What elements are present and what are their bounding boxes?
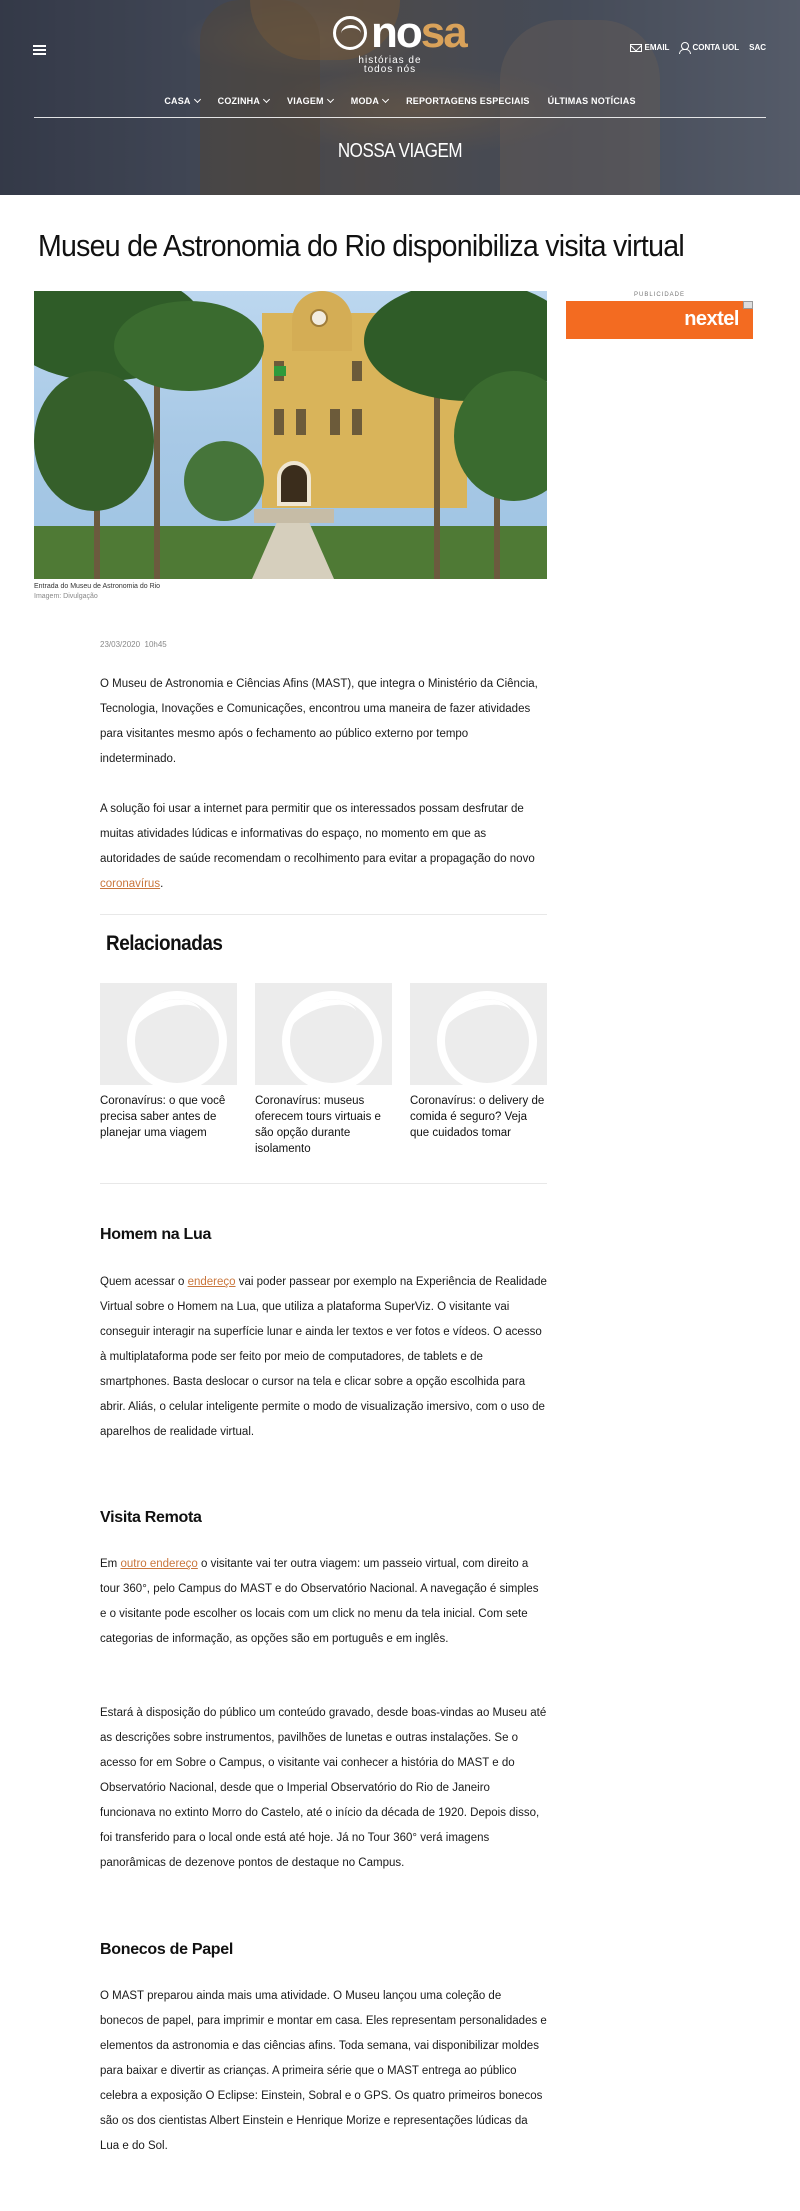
- section-title[interactable]: NOSSA VIAGEM: [337, 140, 463, 162]
- header-hero: [0, 0, 800, 195]
- paragraph: A solução foi usar a internet para permitir que os interessados possam desfrutar de muitas atividades lúdicas e informativas do espaço, no momento em que as autoridades de saúde recomendam o recolhimento para evitar a propagação do novo coronavírus.: [100, 803, 535, 890]
- museum-entrance: [277, 461, 311, 506]
- article-time: 10h45: [144, 640, 167, 649]
- mail-icon: [630, 44, 642, 52]
- coronavirus-link[interactable]: coronavírus: [100, 878, 161, 890]
- related-title: Coronavírus: o delivery de comida é seguro? Veja que cuidados tomar: [410, 1095, 545, 1139]
- related-thumbnail: [100, 983, 237, 1085]
- related-card[interactable]: [100, 983, 237, 1141]
- ad-brand: nextel: [684, 308, 739, 330]
- ad-slot: [566, 292, 753, 339]
- photo-credit: Imagem: Divulgação: [34, 593, 98, 600]
- address-link[interactable]: endereço: [187, 1276, 236, 1288]
- section-heading: Visita Remota: [100, 1509, 202, 1526]
- paragraph: Estará à disposição do público um conteúdo gravado, desde boas-vindas ao Museu até as descrições sobre instrumentos, pavilhões de lunetas e outras instalações. Se o acesso for em Sobre o Campus, o visitante vai conhecer a história do MAST e do Observatório Nacional, desde que o Imperial Observatório do Rio de Janeiro funcionava no extinto Morro do Castelo, até o início da década de 1920. Depois disso, foi transferido para o local onde está até hoje. Já no Tour 360° verá imagens panorâmicas de dezenove pontos de destaque no Campus.: [100, 1707, 547, 1869]
- nav-item-ultimas-noticias[interactable]: ÚLTIMAS NOTÍCIAS: [547, 96, 636, 106]
- chevron-down-icon: [263, 96, 270, 103]
- divider: [100, 914, 547, 915]
- chevron-down-icon: [194, 96, 201, 103]
- logo-ring-icon: [333, 16, 367, 50]
- email-label: EMAIL: [644, 43, 670, 52]
- paragraph: O MAST preparou ainda mais uma atividade. O Museu lançou uma coleção de bonecos de papel, para imprimir e montar em casa. Eles representam personalidades e elementos da astronomia e das ciências afins. Toda semana, vai disponibilizar moldes para baixar e divertir as crianças. A primeira série que o MAST entrega ao público celebra a exposição O Eclipse: Einstein, Sobral e o GPS. Os quatro primeiros bonecos são os dos cientistas Albert Einstein e Henrique Morize e representações lúdicas da Lua e do Sol.: [100, 1990, 547, 2152]
- clock-icon: [310, 309, 328, 327]
- article-headline: Museu de Astronomia do Rio disponibiliza visita virtual: [38, 228, 684, 263]
- article-meta: [100, 640, 167, 649]
- nav-divider: [34, 117, 766, 118]
- menu-icon[interactable]: [33, 45, 46, 55]
- paragraph: Em outro endereço o visitante vai ter outra viagem: um passeio virtual, com direito a tour 360°, pelo Campus do MAST e do Observatório Nacional. A navegação é simples e o visitante pode escolher os locais com um click no menu da tela inicial. Com sete categorias de informação, as opções são em português e em inglês.: [100, 1558, 539, 1645]
- article-date: 23/03/2020: [100, 640, 141, 649]
- related-card[interactable]: [410, 983, 547, 1141]
- logo-tagline: histórias de todos nós: [358, 55, 422, 75]
- nav-item-cozinha[interactable]: COZINHA: [218, 96, 269, 106]
- nav-item-moda[interactable]: MODA: [351, 96, 388, 106]
- header-tools: [620, 42, 766, 53]
- ad-choices-icon[interactable]: [743, 301, 753, 309]
- nav-item-casa[interactable]: CASA: [164, 96, 199, 106]
- email-link[interactable]: [630, 43, 670, 52]
- sac-link[interactable]: [749, 43, 766, 52]
- paragraph: O Museu de Astronomia e Ciências Afins (MAST), que integra o Ministério da Ciência, Tecnologia, Inovações e Comunicações, encontrou uma maneira de fazer atividades para visitantes mesmo após o fechamento ao público externo por tempo indeterminado.: [100, 678, 538, 765]
- related-title: Coronavírus: museus oferecem tours virtuais e são opção durante isolamento: [255, 1095, 381, 1155]
- main-nav: [0, 96, 800, 106]
- nav-item-viagem[interactable]: VIAGEM: [287, 96, 333, 106]
- chevron-down-icon: [327, 96, 334, 103]
- paragraph: Quem acessar o endereço vai poder passear por exemplo na Experiência de Realidade Virtual sobre o Homem na Lua, que utiliza a plataforma SuperViz. O visitante vai conseguir interagir na superfície lunar e ainda ler textos e ver fotos e vídeos. O acesso à multiplataforma pode ser feito por meio de computadores, de tablets e de smartphones. Basta deslocar o cursor na tela e clicar sobre a opção escolhida para abrir. Aliás, o celular inteligente permite o modo de visualização imersivo, com o uso de aparelhos de realidade virtual.: [100, 1276, 547, 1438]
- flag: [274, 366, 286, 376]
- chevron-down-icon: [382, 96, 389, 103]
- other-address-link[interactable]: outro endereço: [120, 1558, 198, 1570]
- account-label: CONTA UOL: [692, 43, 740, 52]
- sac-label: SAC: [749, 43, 766, 52]
- ad-banner[interactable]: [566, 301, 753, 339]
- user-icon: [679, 42, 689, 53]
- logo-word: nosa: [371, 8, 466, 57]
- related-title: Coronavírus: o que você precisa saber antes de planejar uma viagem: [100, 1095, 226, 1139]
- section-heading: Homem na Lua: [100, 1226, 212, 1243]
- section-heading: Bonecos de Papel: [100, 1941, 234, 1958]
- account-link[interactable]: [679, 42, 739, 53]
- photo-caption: Entrada do Museu de Astronomia do Rio Imagem: Divulgação: [34, 583, 161, 600]
- article-photo: [34, 291, 547, 579]
- related-heading: Relacionadas: [106, 932, 223, 955]
- related-thumbnail: [410, 983, 547, 1085]
- divider: [100, 1183, 547, 1184]
- ad-label: PUBLICIDADE: [633, 292, 685, 298]
- related-card[interactable]: [255, 983, 392, 1157]
- related-thumbnail: [255, 983, 392, 1085]
- site-logo[interactable]: [333, 8, 473, 76]
- nav-item-reportagens-especiais[interactable]: REPORTAGENS ESPECIAIS: [406, 96, 530, 106]
